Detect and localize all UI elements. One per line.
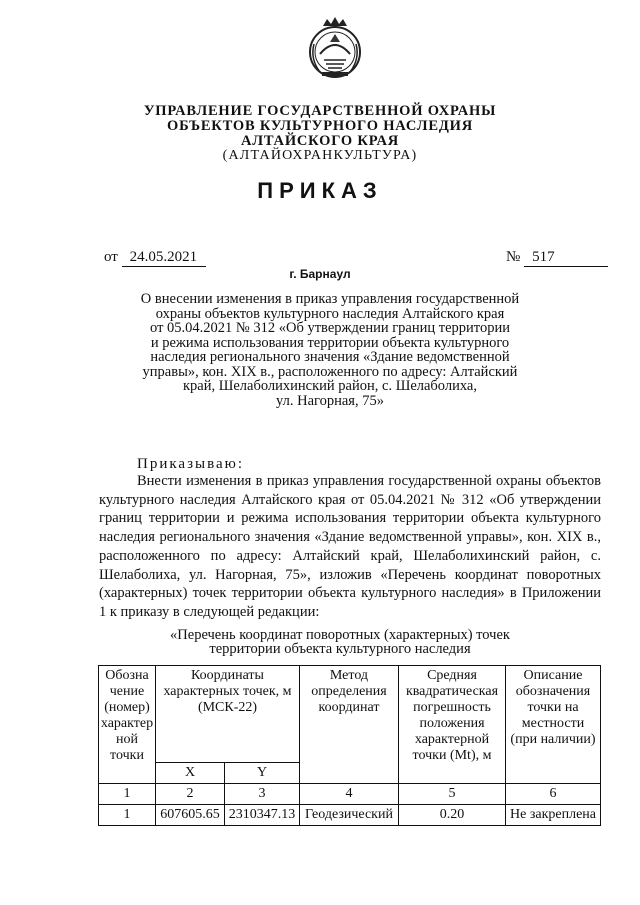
column-number: 1 [99, 784, 156, 805]
subject-line: О внесении изменения в приказ управления государственной [140, 291, 520, 307]
city-label: г. Барнаул [289, 267, 351, 281]
header-point-number: Обозна чение (номер) характер ной точки [99, 666, 156, 784]
table-row [99, 805, 601, 826]
table-caption-line-2: территории объекта культурного наследия [209, 641, 471, 657]
subject-line: ул. Нагорная, 75» [276, 392, 384, 409]
subject-block [120, 292, 540, 408]
cell-method: Геодезический [300, 805, 399, 826]
subject-line: край, Шелаболихинский район, с. Шелаболиха, [183, 378, 477, 394]
cell-x: 607605.65 [156, 805, 225, 826]
body-paragraph: Внести изменения в приказ управления государственной охраны объектов культурного наследия Алтайского края от 05.04.2021 № 312 «Об утверждении границ территории и режима использования территории объекта культурного наследия регионального значения «Здание ведомственной управы», кон. XIX в., расположенного по адресу: Алтайский край, Шелаболихинский район, с. Шелаболиха, ул. Нагорная, 75», изложив «Перечень координат поворотных (характерных) точек территории объекта культурного наследия» в Приложении 1 к приказу в следующей редакции: [99, 473, 601, 620]
header-y: Y [225, 763, 300, 784]
order-word: Приказываю: [137, 456, 244, 472]
coordinates-table [98, 665, 601, 826]
order-body [99, 472, 601, 622]
cell-error: 0.20 [399, 805, 506, 826]
date-field [104, 249, 206, 267]
number-field [506, 249, 608, 267]
header-x: X [156, 763, 225, 784]
header-description: Описание обозначения точки на местности (при наличии) [506, 666, 601, 784]
subject-line: управы», кон. XIX в., расположенного по адресу: Алтайский [142, 363, 518, 380]
table-header-row [99, 666, 601, 763]
subject-line: наследия регионального значения «Здание ведомственной [150, 349, 510, 365]
org-name-line-1: УПРАВЛЕНИЕ ГОСУДАРСТВЕННОЙ ОХРАНЫ [143, 103, 497, 119]
subject-line: и режима использования территории объекта культурного [150, 334, 510, 351]
header-error: Средняя квадратическая погрешность положения характерной точки (Mt), м [399, 666, 506, 784]
subject-line: от 05.04.2021 № 312 «Об утверждении границ территории [150, 320, 510, 336]
org-name-line-3: АЛТАЙСКОГО КРАЯ [240, 133, 400, 149]
number-prefix: № [506, 249, 521, 265]
document-type-title: ПРИКАЗ [257, 178, 383, 203]
cell-description: Не закреплена [506, 805, 601, 826]
header-method: Метод определения координат [300, 666, 399, 784]
column-number: 6 [506, 784, 601, 805]
order-number: 517 [524, 249, 608, 267]
cell-y: 2310347.13 [225, 805, 300, 826]
table-caption-line-1: «Перечень координат поворотных (характерных) точек [170, 627, 510, 643]
header-coordinates: Координаты характерных точек, м (МСК-22) [156, 666, 300, 763]
order-date: 24.05.2021 [122, 249, 206, 267]
date-prefix: от [104, 249, 118, 265]
column-number: 2 [156, 784, 225, 805]
cell-point: 1 [99, 805, 156, 826]
table-caption [120, 628, 560, 656]
table-numbering-row [99, 784, 601, 805]
subject-line: охраны объектов культурного наследия Алтайского края [155, 305, 505, 322]
coat-of-arms-emblem [300, 14, 370, 84]
column-number: 5 [399, 784, 506, 805]
column-number: 4 [300, 784, 399, 805]
org-short-name: (АЛТАЙОХРАНКУЛЬТУРА) [222, 148, 418, 163]
org-name-line-2: ОБЪЕКТОВ КУЛЬТУРНОГО НАСЛЕДИЯ [167, 118, 473, 134]
column-number: 3 [225, 784, 300, 805]
